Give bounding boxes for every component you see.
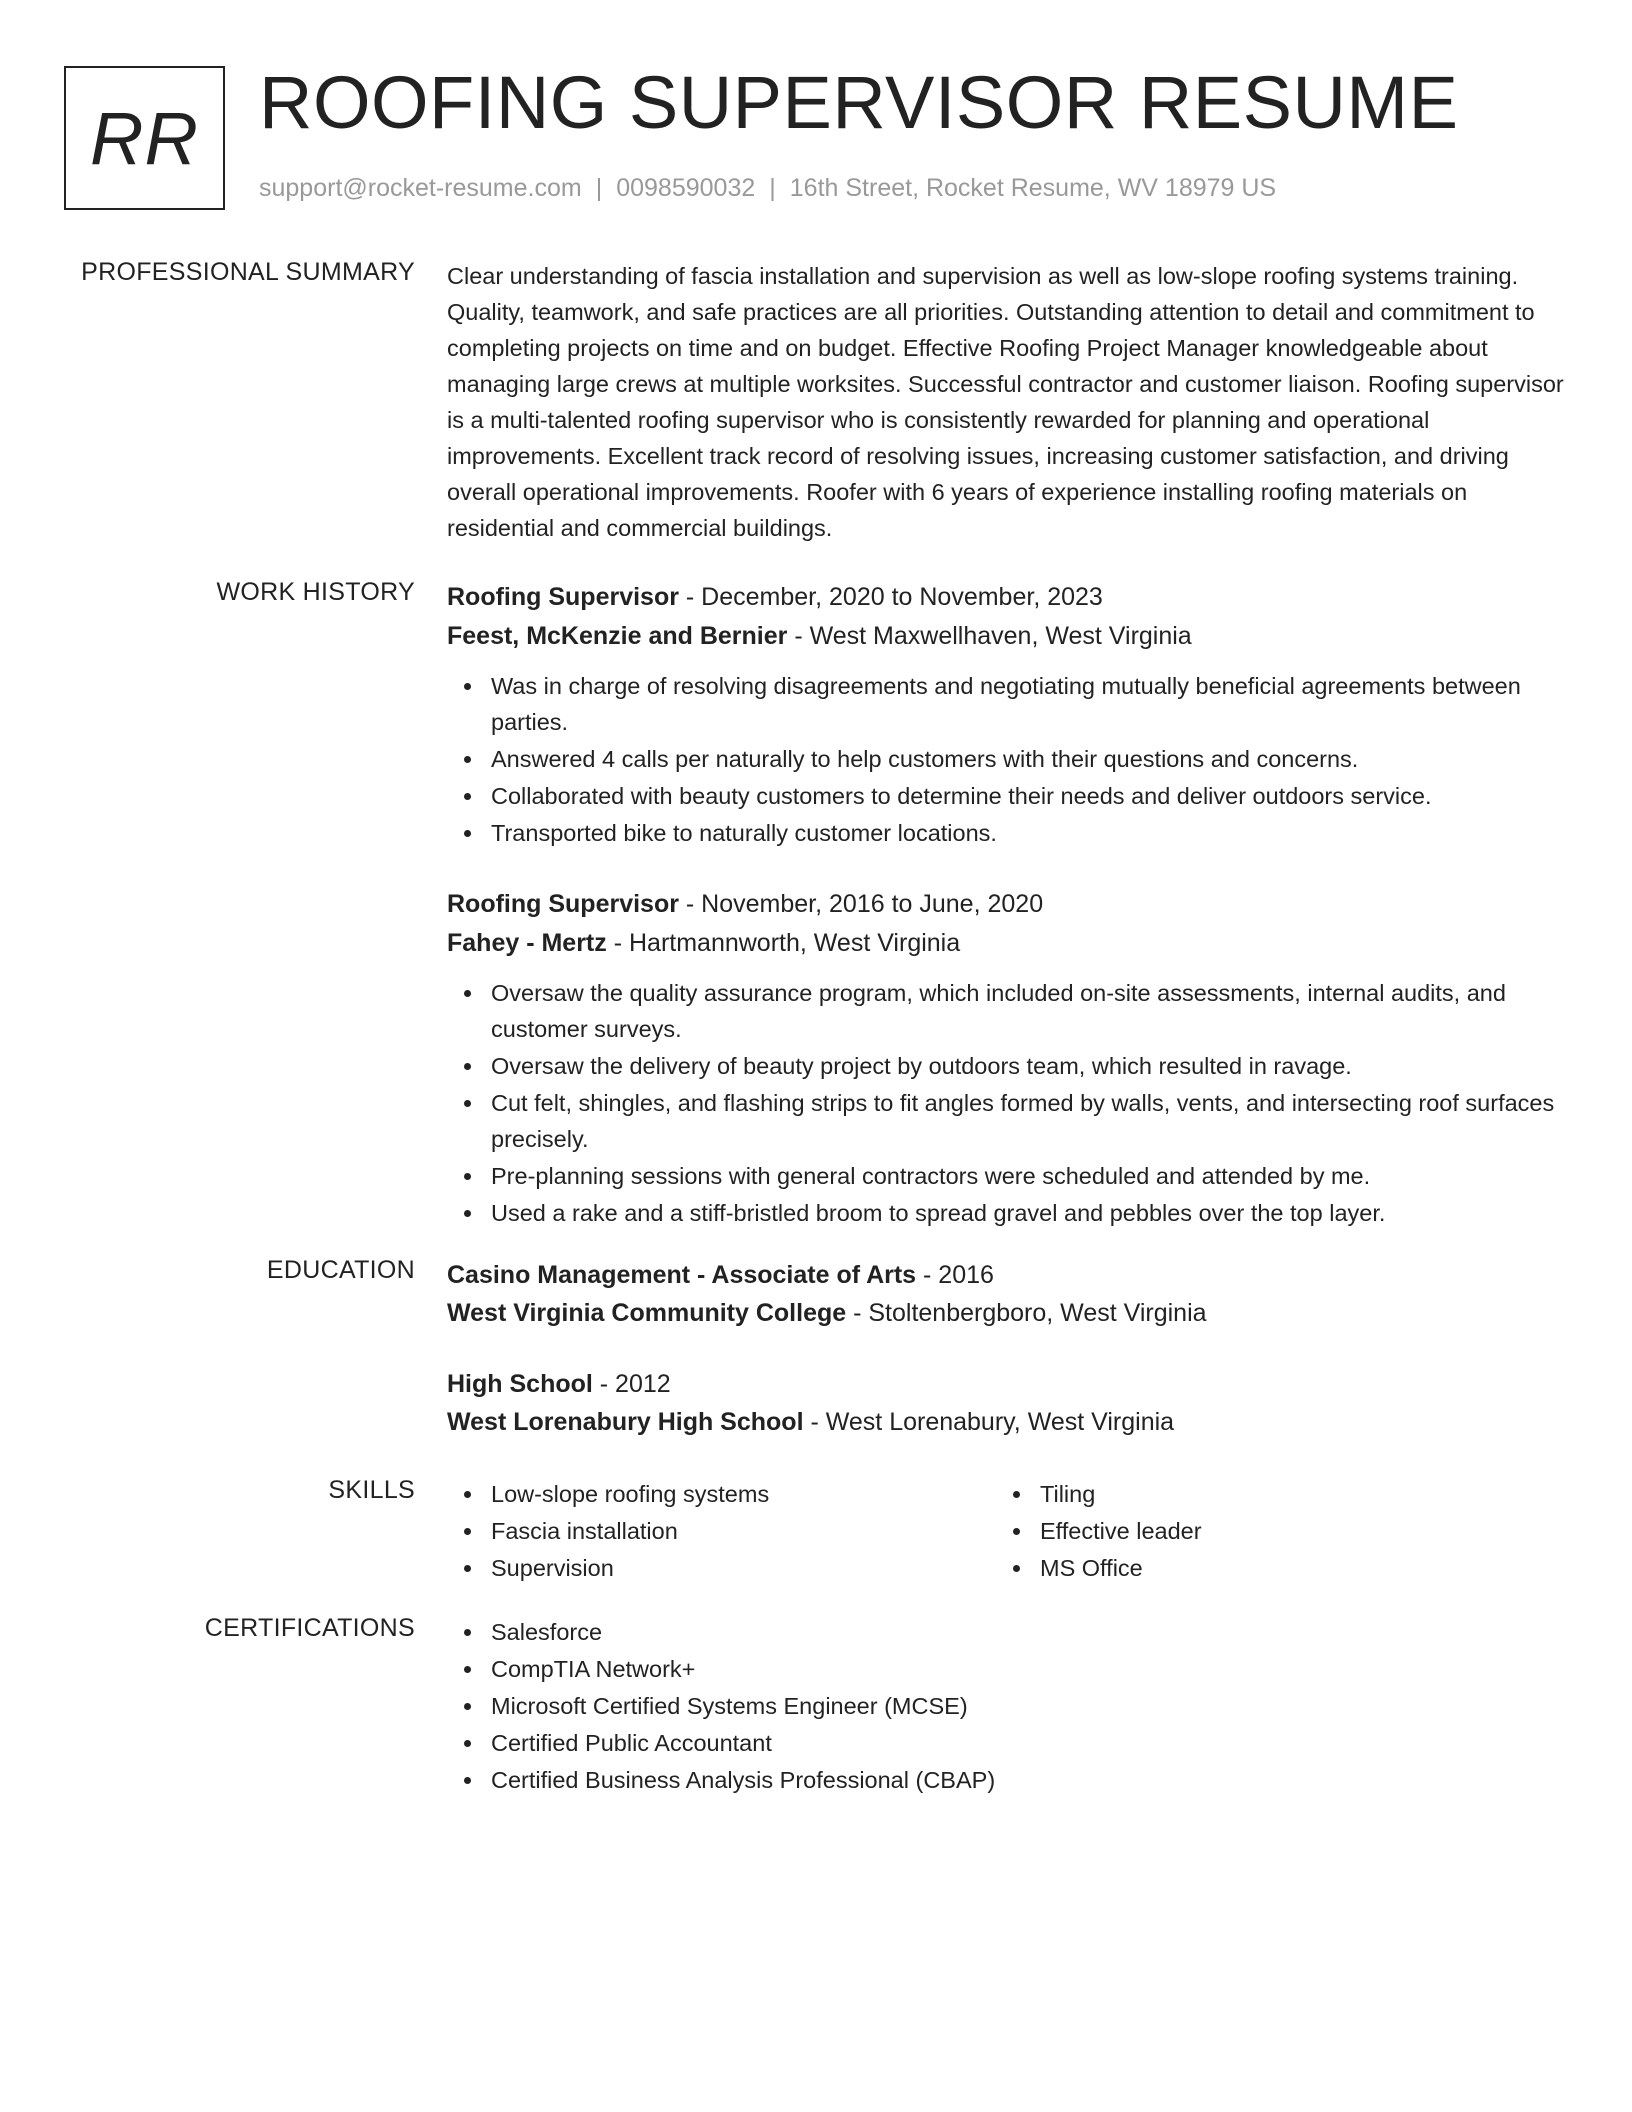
- list-item: Was in charge of resolving disagreements and negotiating mutually beneficial agreements between parties.: [447, 668, 1567, 740]
- list-item: Transported bike to naturally customer locations.: [447, 815, 1567, 851]
- job-entry: [447, 578, 1567, 851]
- skills-column-right: [996, 1476, 1545, 1587]
- education-school: West Virginia Community College: [447, 1299, 847, 1327]
- list-item: Certified Business Analysis Professional (CBAP): [447, 1762, 1567, 1798]
- certifications-body: [447, 1614, 1567, 1799]
- education-year: - 2016: [916, 1261, 994, 1289]
- list-item: Cut felt, shingles, and flashing strips to fit angles formed by walls, vents, and intersecting roof surfaces precisely.: [447, 1085, 1567, 1157]
- education-body: [447, 1256, 1567, 1474]
- list-item: Pre-planning sessions with general contractors were scheduled and attended by me.: [447, 1158, 1567, 1194]
- skills-list: [447, 1476, 996, 1586]
- education-location: - West Lorenabury, West Virginia: [803, 1408, 1175, 1436]
- list-item: Fascia installation: [447, 1513, 996, 1549]
- education-location: - Stoltenbergboro, West Virginia: [846, 1299, 1207, 1327]
- job-title-line: [447, 578, 1567, 617]
- resume-header: [64, 61, 1564, 210]
- contact-separator: |: [595, 174, 603, 202]
- work-history-body: [447, 578, 1567, 1265]
- list-item: Effective leader: [996, 1513, 1545, 1549]
- section-label-skills: SKILLS: [328, 1476, 415, 1504]
- section-label-summary: PROFESSIONAL SUMMARY: [81, 258, 415, 286]
- job-bullets: [447, 975, 1567, 1231]
- skills-list: [996, 1476, 1545, 1586]
- contact-email[interactable]: support@rocket-resume.com: [259, 174, 582, 202]
- contact-line: [259, 174, 1276, 203]
- section-label-education: EDUCATION: [266, 1256, 415, 1284]
- skills-grid: [447, 1476, 1567, 1587]
- contact-address: 16th Street, Rocket Resume, WV 18979 US: [789, 174, 1277, 202]
- page-title: ROOFING SUPERVISOR RESUME: [259, 61, 1459, 144]
- list-item: MS Office: [996, 1550, 1545, 1586]
- list-item: Certified Public Accountant: [447, 1725, 1567, 1761]
- contact-separator: |: [769, 174, 776, 202]
- list-item: Tiling: [996, 1476, 1545, 1512]
- job-location: - Hartmannworth, West Virginia: [606, 929, 961, 957]
- education-degree: High School: [447, 1370, 593, 1398]
- job-title-line: [447, 885, 1567, 924]
- education-school-line: [447, 1403, 1567, 1441]
- job-dates: - November, 2016 to June, 2020: [678, 890, 1044, 918]
- section-label-work-history: WORK HISTORY: [216, 578, 415, 606]
- list-item: Microsoft Certified Systems Engineer (MCSE): [447, 1688, 1567, 1724]
- job-company-line: [447, 617, 1567, 656]
- list-item: Answered 4 calls per naturally to help customers with their questions and concerns.: [447, 741, 1567, 777]
- list-item: Salesforce: [447, 1614, 1567, 1650]
- monogram-logo: RR: [64, 66, 225, 210]
- list-item: Low-slope roofing systems: [447, 1476, 996, 1512]
- job-title: Roofing Supervisor: [447, 583, 679, 611]
- list-item: CompTIA Network+: [447, 1651, 1567, 1687]
- summary-text: Clear understanding of fascia installation and supervision as well as low-slope roofing systems training. Quality, teamwork, and safe practices are all priorities. Outstanding attention to detail and commitment to completing projects on time and on budget. Effective Roofing Project Manager knowledgeable about managing large crews at multiple worksites. Successful contractor and customer liaison. Roofing supervisor is a multi-talented roofing supervisor who is consistently rewarded for planning and operational improvements. Excellent track record of resolving issues, increasing customer satisfaction, and driving overall operational improvements. Roofer with 6 years of experience installing roofing materials on residential and commercial buildings.: [447, 263, 1564, 541]
- job-entry: [447, 885, 1567, 1231]
- contact-phone[interactable]: 0098590032: [616, 174, 756, 202]
- education-degree-line: [447, 1256, 1567, 1294]
- job-location: - West Maxwellhaven, West Virginia: [787, 622, 1192, 650]
- list-item: Oversaw the delivery of beauty project by outdoors team, which resulted in ravage.: [447, 1048, 1567, 1084]
- education-entry: [447, 1365, 1567, 1441]
- list-item: Collaborated with beauty customers to determine their needs and deliver outdoors service.: [447, 778, 1567, 814]
- education-degree: Casino Management - Associate of Arts: [447, 1261, 917, 1289]
- skills-column-left: [447, 1476, 996, 1587]
- job-title: Roofing Supervisor: [447, 890, 679, 918]
- job-company-line: [447, 924, 1567, 963]
- education-school-line: [447, 1294, 1567, 1332]
- education-year: - 2012: [592, 1370, 671, 1398]
- education-degree-line: [447, 1365, 1567, 1403]
- list-item: Supervision: [447, 1550, 996, 1586]
- education-school: West Lorenabury High School: [447, 1408, 804, 1436]
- certifications-list: [447, 1614, 1567, 1798]
- education-entry: [447, 1256, 1567, 1332]
- list-item: Used a rake and a stiff-bristled broom to spread gravel and pebbles over the top layer.: [447, 1195, 1567, 1231]
- job-company: Fahey - Mertz: [447, 929, 607, 957]
- list-item: Oversaw the quality assurance program, which included on-site assessments, internal audits, and customer surveys.: [447, 975, 1567, 1047]
- job-bullets: [447, 668, 1567, 851]
- job-dates: - December, 2020 to November, 2023: [678, 583, 1103, 611]
- job-company: Feest, McKenzie and Bernier: [447, 622, 788, 650]
- section-label-certifications: CERTIFICATIONS: [204, 1614, 415, 1642]
